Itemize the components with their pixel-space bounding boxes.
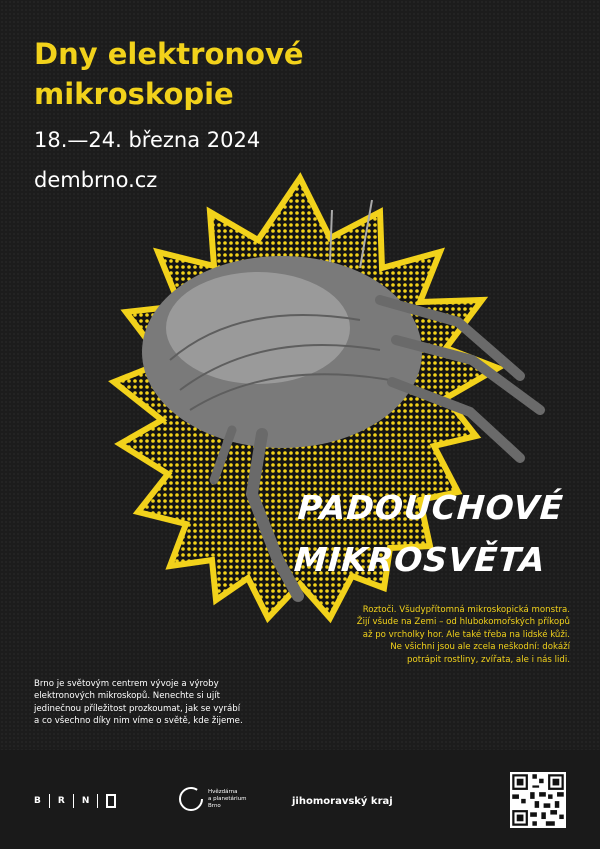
- brno-letter: N: [81, 796, 90, 806]
- brno-description: [34, 678, 284, 728]
- planetarium-name-line: Brno: [208, 802, 221, 809]
- mites-description: [280, 604, 570, 666]
- divider: [73, 794, 74, 808]
- event-title-line1: Dny elektronové: [34, 37, 304, 71]
- headline-line1: PADOUCHOVÉ: [296, 488, 565, 527]
- divider: [97, 794, 98, 808]
- planetarium-name: [208, 789, 247, 810]
- planetarium-name-line: Hvězdárna: [208, 788, 238, 795]
- region-logo: jihomoravský kraj: [292, 796, 393, 807]
- brno-description-line: jedinečnou příležitost prozkoumat, jak se vyrábí: [34, 703, 241, 714]
- divider: [49, 794, 50, 808]
- mites-description-line: až po vrcholky hor. Ale také třeba na lidské kůži.: [362, 629, 570, 640]
- qr-code-icon[interactable]: [510, 772, 566, 828]
- brno-description-line: a co všechno díky nim víme o světě, kde žijeme.: [34, 716, 243, 727]
- brno-logo-o-icon: [106, 794, 116, 808]
- planetarium-logo: [178, 786, 247, 812]
- footer: [0, 750, 600, 849]
- planetarium-ring-icon: [178, 786, 204, 812]
- mites-description-line: Žijí všude na Zemi – od hlubokomořských příkopů: [356, 617, 570, 628]
- mites-description-line: potrápit rostliny, zvířata, ale i nás lidi.: [407, 654, 570, 665]
- brno-description-line: elektronových mikroskopů. Nenechte si ujít: [34, 691, 220, 702]
- mites-description-line: Ne všichni jsou ale zcela neškodní: dokáží: [390, 642, 570, 653]
- planetarium-name-line: a planetárium: [208, 795, 247, 802]
- mites-description-line: Roztoči. Všudypřítomná mikroskopická monstra.: [362, 605, 570, 615]
- brno-letter: B: [34, 796, 41, 806]
- event-title: [34, 34, 304, 114]
- event-dates: 18.—24. března 2024: [34, 128, 261, 152]
- event-title-line2: mikroskopie: [34, 77, 234, 111]
- brno-description-line: Brno je světovým centrem vývoje a výroby: [34, 679, 219, 689]
- headline-line2: MIKROSVĚTA: [292, 540, 548, 579]
- headline: [292, 482, 565, 586]
- brno-logo: [34, 794, 116, 808]
- brno-letter: R: [57, 796, 65, 806]
- website-link[interactable]: dembrno.cz: [34, 168, 158, 192]
